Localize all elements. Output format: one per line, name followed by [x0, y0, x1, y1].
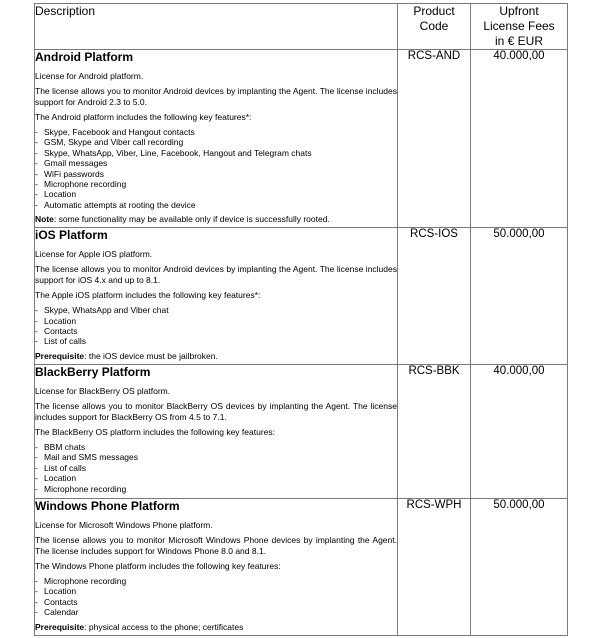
- features-list: [35, 576, 397, 618]
- license-fee-cell: 50.000,00: [471, 228, 568, 365]
- features-list: [35, 305, 397, 347]
- feature-item: - Calendar: [35, 607, 397, 617]
- features-list: [35, 442, 397, 494]
- features-intro: The Apple iOS platform includes the following key features*:: [35, 290, 261, 301]
- license-details: The license allows you to monitor Android devices by implanting the Agent. The license includes support for Android 2.3 to 5.0.: [35, 86, 397, 107]
- description-cell: [35, 364, 398, 498]
- license-pricing-table: [34, 3, 568, 636]
- product-code-cell: RCS-WPH: [398, 498, 471, 635]
- license-details: The license allows you to monitor Microsoft Windows Phone devices by implanting the Agent. The license includes support for Windows Phone 8.0 and 8.1.: [35, 534, 397, 556]
- license-details: The license allows you to monitor Android devices by implanting the Agent. The license includes support for iOS 4.x and up to 8.1.: [35, 264, 397, 286]
- feature-item: - Contacts: [35, 326, 397, 336]
- table-row: [35, 498, 568, 635]
- product-code-cell: RCS-IOS: [398, 228, 471, 365]
- license-intro: License for Android platform.: [35, 71, 144, 81]
- note-label: Prerequisite: [35, 350, 85, 361]
- header-fee-line-2: License Fees: [483, 19, 555, 33]
- features-intro: The Windows Phone platform includes the following key features:: [35, 560, 281, 571]
- feature-item: - Skype, WhatsApp, Viber, Line, Facebook, Hangout and Telegram chats: [35, 148, 397, 158]
- header-license-fees: [471, 4, 568, 50]
- note-text: : some functionality may be available only if device is successfully rooted.: [53, 214, 330, 225]
- license-intro: License for BlackBerry OS platform.: [35, 385, 171, 396]
- feature-item: - Skype, Facebook and Hangout contacts: [35, 127, 397, 137]
- product-code-cell: RCS-AND: [398, 50, 471, 228]
- feature-item: - Microphone recording: [35, 484, 397, 494]
- row-note: [35, 351, 397, 362]
- platform-title: Windows Phone Platform: [35, 498, 180, 513]
- header-description: Description: [35, 4, 398, 50]
- platform-title: BlackBerry Platform: [35, 364, 151, 379]
- feature-item: - Microphone recording: [35, 179, 397, 189]
- row-note: [35, 622, 397, 633]
- header-fee-line-1: Upfront: [499, 4, 539, 18]
- row-note: [35, 214, 397, 225]
- license-fee-cell: 40.000,00: [471, 364, 568, 498]
- feature-item: - Location: [35, 586, 397, 596]
- table-body: [35, 50, 568, 636]
- description-cell: [35, 228, 398, 365]
- features-intro: The BlackBerry OS platform includes the following key features:: [35, 426, 275, 437]
- license-intro: License for Microsoft Windows Phone platform.: [35, 519, 213, 530]
- features-intro: The Android platform includes the following key features*:: [35, 112, 252, 122]
- feature-item: - Location: [35, 473, 397, 483]
- description-cell: [35, 50, 398, 228]
- table-row: [35, 364, 568, 498]
- feature-item: - Mail and SMS messages: [35, 452, 397, 462]
- table-row: [35, 228, 568, 365]
- feature-item: - List of calls: [35, 463, 397, 473]
- table-header-row: [35, 4, 568, 50]
- feature-item: - Contacts: [35, 597, 397, 607]
- feature-item: - Skype, WhatsApp and Viber chat: [35, 305, 397, 315]
- license-fee-cell: 40.000,00: [471, 50, 568, 228]
- license-fee-cell: 50.000,00: [471, 498, 568, 635]
- note-text: : the iOS device must be jailbroken.: [84, 350, 218, 361]
- product-code-cell: RCS-BBK: [398, 364, 471, 498]
- note-label: Note: [35, 214, 54, 225]
- feature-item: - BBM chats: [35, 442, 397, 452]
- description-cell: [35, 498, 398, 635]
- features-list: [35, 127, 397, 210]
- table-row: [35, 50, 568, 228]
- note-text: : physical access to the phone; certificates: [84, 621, 244, 632]
- feature-item: - Microphone recording: [35, 576, 397, 586]
- header-product-code: Product Code: [398, 4, 471, 50]
- feature-item: - Location: [35, 316, 397, 326]
- feature-item: - Location: [35, 189, 397, 199]
- license-details: The license allows you to monitor BlackBerry OS devices by implanting the Agent. The license includes support for BlackBerry OS from 4.5 to 7.1.: [35, 400, 397, 422]
- feature-item: - Gmail messages: [35, 158, 397, 168]
- platform-title: iOS Platform: [35, 228, 108, 243]
- feature-item: - Automatic attempts at rooting the device: [35, 200, 397, 210]
- header-fee-line-3: in € EUR: [494, 34, 544, 48]
- feature-item: - List of calls: [35, 336, 397, 346]
- feature-item: - GSM, Skype and Viber call recording: [35, 137, 397, 147]
- feature-item: - WiFi passwords: [35, 169, 397, 179]
- license-intro: License for Apple iOS platform.: [35, 249, 153, 260]
- note-label: Prerequisite: [35, 621, 85, 632]
- platform-title: Android Platform: [35, 50, 133, 64]
